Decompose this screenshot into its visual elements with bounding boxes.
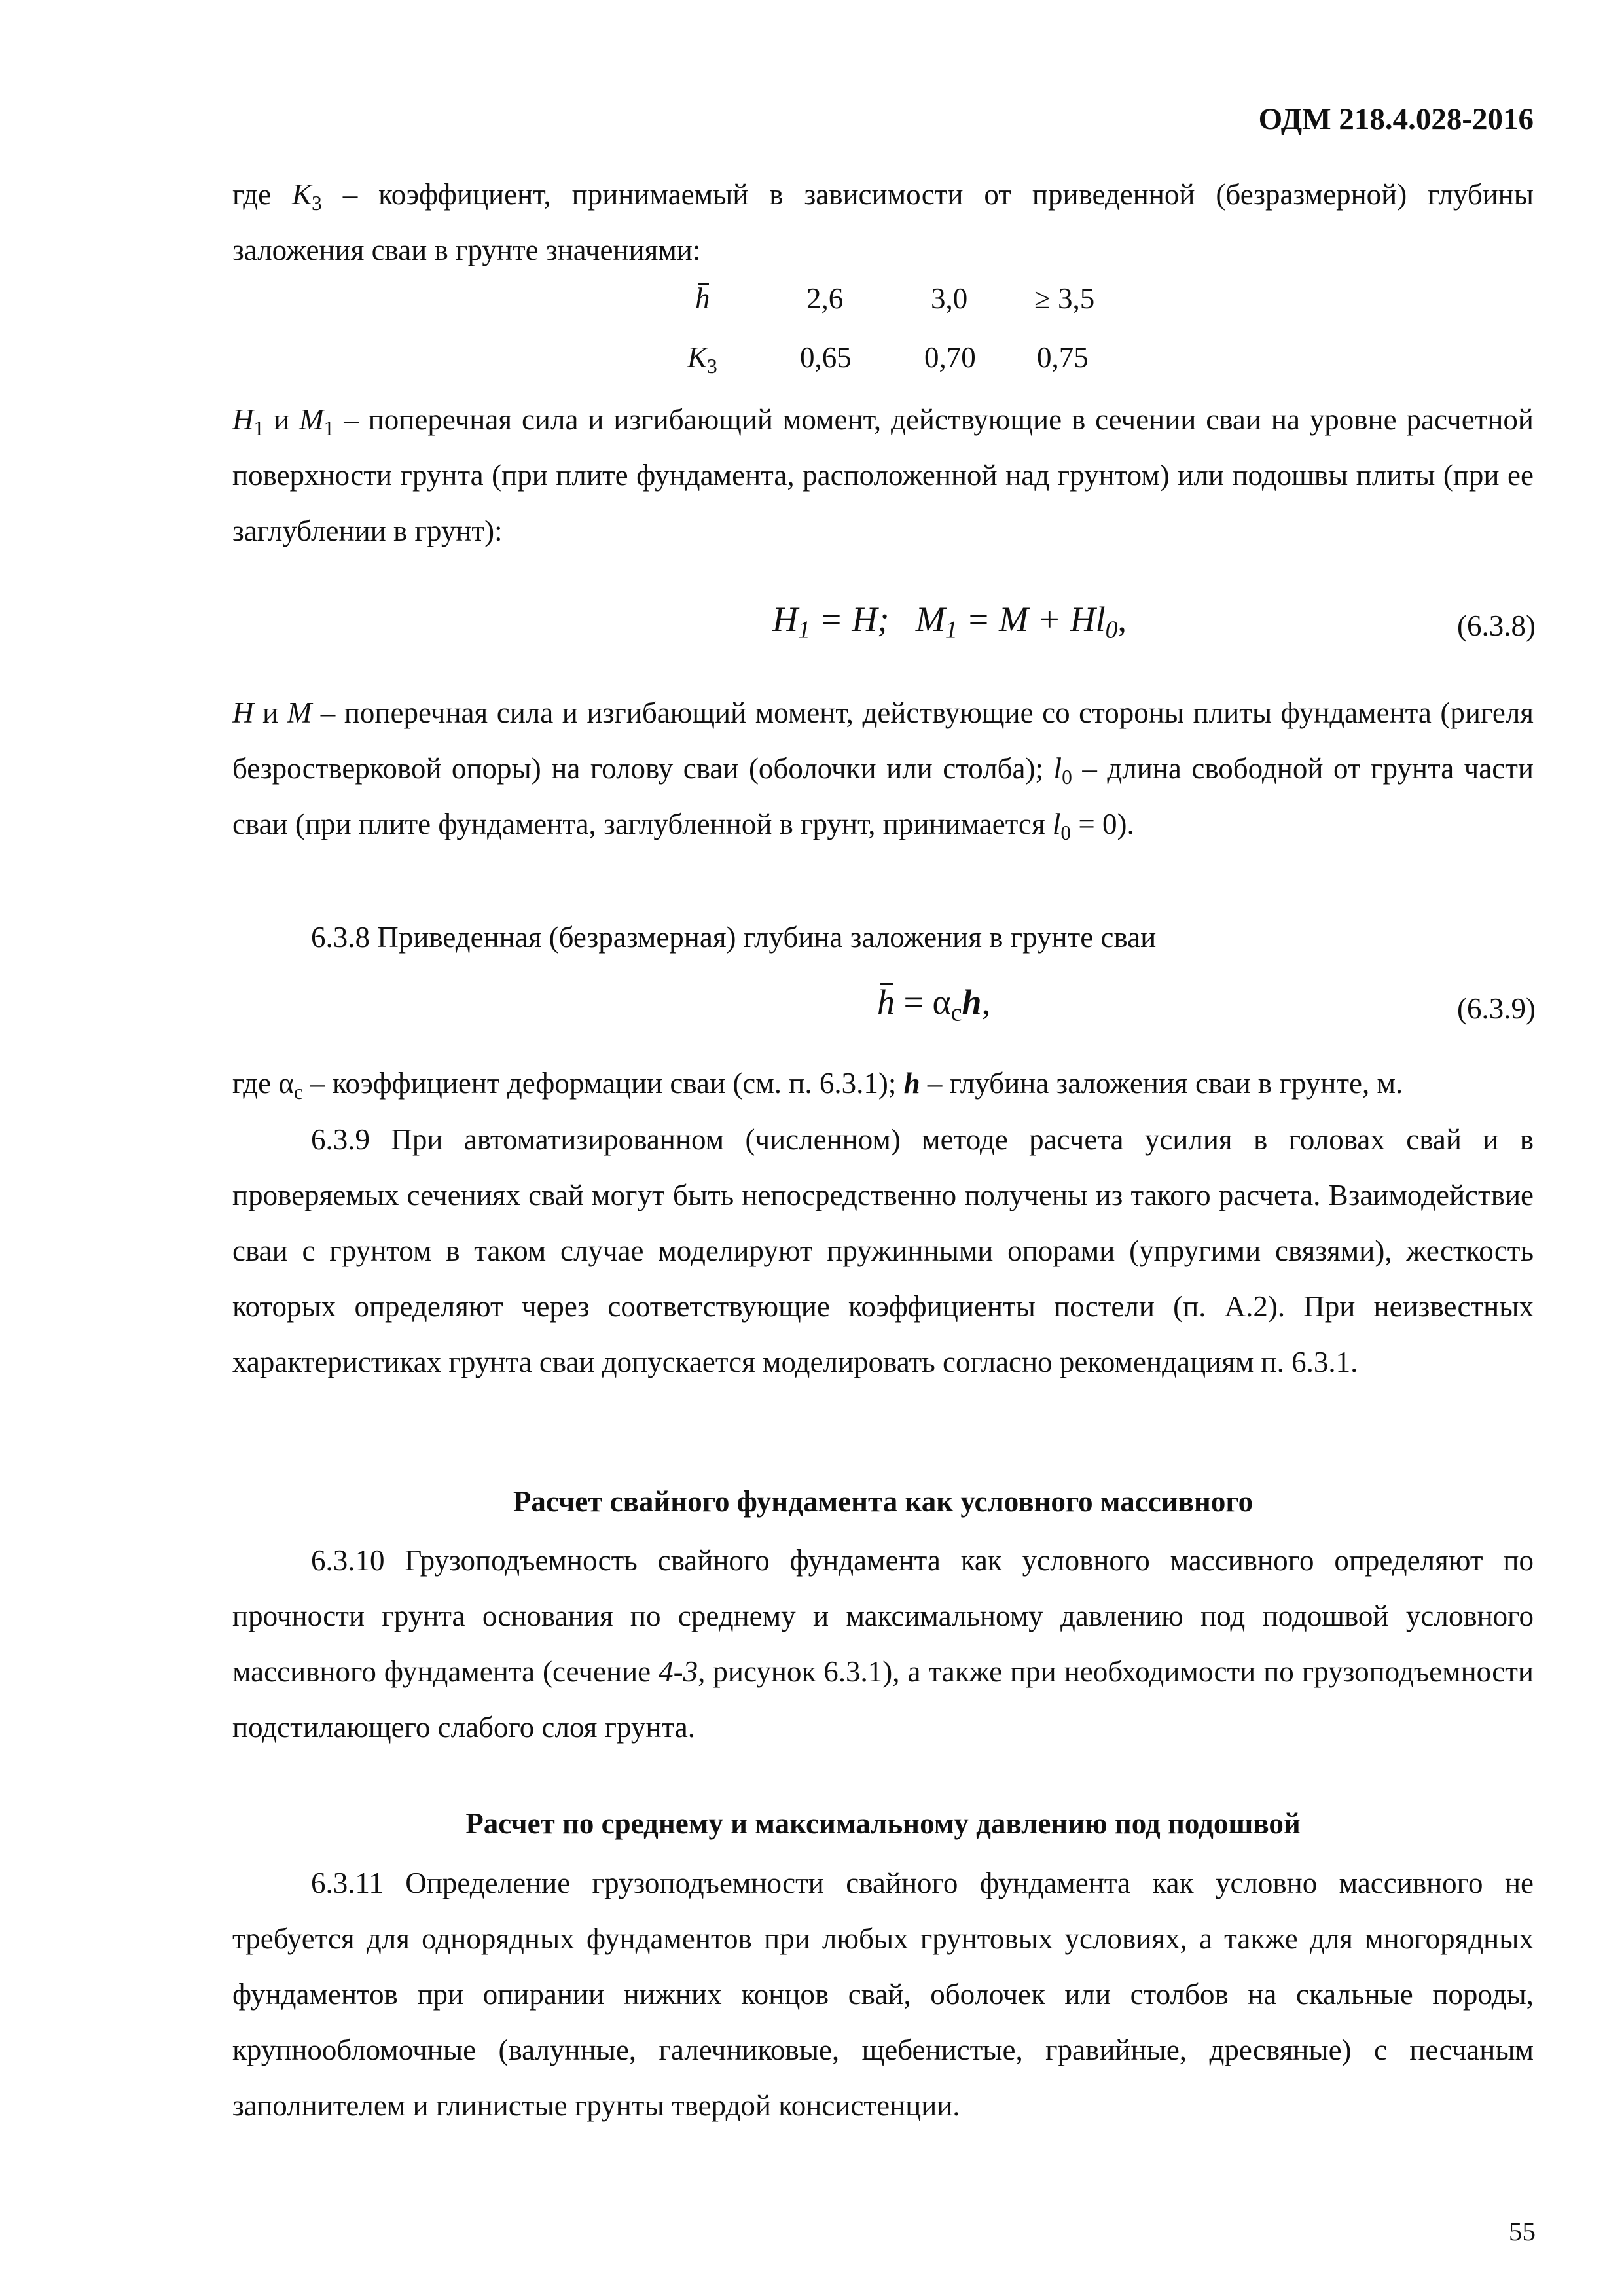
formula-number-6-3-8: (6.3.8) (1457, 609, 1536, 642)
paragraph-6-3-9: 6.3.9 При автоматизированном (численном) методе расчета усилия в головах свай и в проверяемых сечениях свай могут быть непосредственно получены из такого расчета. Взаимодействие сваи с грунтом в таком случае моделируют пружинными опорами (упругими связями), жесткость которых определяют через соответствующие коэффициенты постели (п. А.2). При неизвестных характеристиках грунта сваи допускается моделировать согласно рекомендациям п. 6.3.1. (232, 1123, 1534, 1378)
table-cell: 0,70 (924, 341, 976, 374)
paragraph-h1-m1-definition: $H_1$ и $M_1$ – поперечная сила и изгибающий момент, действующие в сечении сваи на уровне расчетной поверхности грунта (при плите фундамента, расположенной над грунтом) или подошвы плиты (при ее заглублении в грунт): (232, 403, 1534, 547)
formula-6-3-9: $h = \alpha_ch$, (877, 982, 991, 1027)
page-number: 55 (1509, 2216, 1536, 2246)
document-code: ОДМ 218.4.028-2016 (1258, 102, 1534, 136)
paragraph-h-m-definition: H и M – поперечная сила и изгибающий момент, действующие со стороны плиты фундамента (ригеля безростверковой опоры) на голову сваи (оболочки или столба); $l_0$ – длина свободной от грунта части сваи (при плите фундамента, заглубленной в грунт, принимается $l_0 = 0$). (232, 696, 1534, 844)
formula-number-6-3-9: (6.3.9) (1457, 992, 1536, 1025)
paragraph-6-3-8: 6.3.8 Приведенная (безразмерная) глубина заложения в грунте сваи (311, 921, 1157, 954)
table-cell: 0,65 (800, 341, 852, 374)
paragraph-6-3-10: 6.3.10 Грузоподъемность свайного фундамента как условного массивного определяют по прочности грунта основания по среднему и максимальному давлению под подошвой условного массивного фундамента (сечение 4-3, рисунок 6.3.1), а также при необходимости по грузоподъемности подстилающего слабого слоя грунта. (232, 1544, 1534, 1744)
table-cell: 0,75 (1037, 341, 1089, 374)
paragraph-k3-definition: где $K_3$ – коэффициент, принимаемый в зависимости от приведенной (безразмерной) глубины заложения сваи в грунте значениями: (232, 178, 1534, 266)
section-heading-conditional-massive: Расчет свайного фундамента как условного массивного (513, 1485, 1254, 1518)
table-label-h: h (695, 282, 710, 315)
paragraph-6-3-11: 6.3.11 Определение грузоподъемности свайного фундамента как условно массивного не требуется для однорядных фундаментов при любых грунтовых условиях, а также для многорядных фундаментов при опирании нижних концов свай, оболочек или столбов на скальные породы, крупнообломочные (валунные, галечниковые, щебенистые, гравийные, дресвяные) с песчаным заполнителем и глинистые грунты твердой консистенции. (232, 1867, 1534, 2122)
symbol-k: K (292, 178, 312, 211)
formula-6-3-8: $H_1 = H$; $M_1 = M + Hl_0$, (772, 600, 1127, 644)
paragraph-alpha-definition: где $\alpha_c$ – коэффициент деформации сваи (см. п. 6.3.1); h – глубина заложения сваи в грунте, м. (232, 1067, 1403, 1103)
table-label-k3: $K_3$ (687, 341, 717, 378)
section-heading-average-max-pressure: Расчет по среднему и максимальному давлению под подошвой (465, 1807, 1301, 1840)
table-cell: 2,6 (806, 282, 844, 315)
table-cell: 3,0 (931, 282, 968, 315)
table-cell: ≥ 3,5 (1034, 282, 1095, 315)
